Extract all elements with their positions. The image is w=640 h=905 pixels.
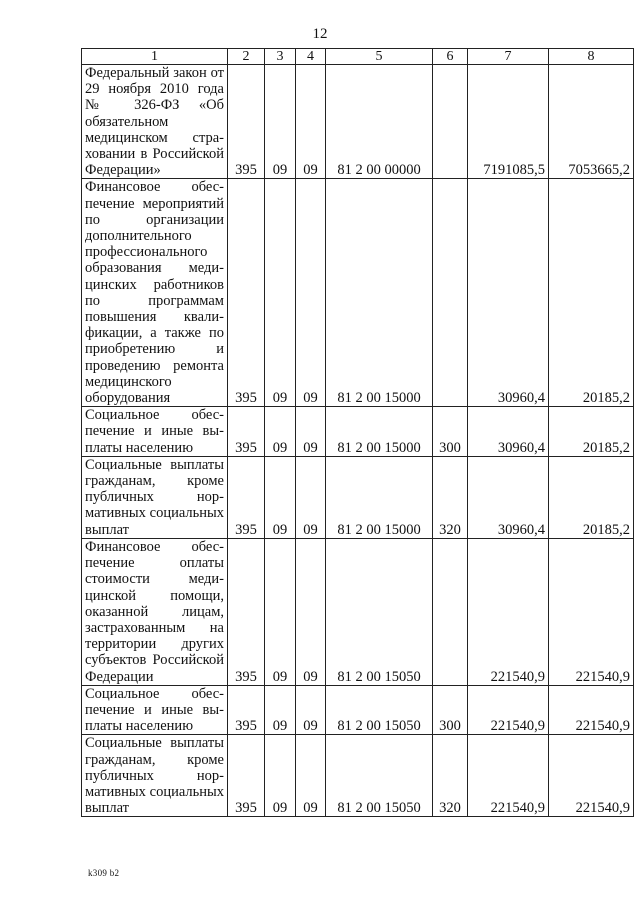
amount-1: 30960,4	[468, 407, 549, 457]
table-row	[82, 538, 634, 685]
section-code: 09	[265, 65, 296, 179]
expense-type-code	[433, 179, 468, 407]
expense-type-code: 300	[433, 685, 468, 735]
row-name: Федеральный закон от 29 ноября 2010 года № 326-ФЗ «Об обязательном медицинском страховании в Российской Федерации»	[82, 65, 228, 179]
ministry-code: 395	[228, 179, 265, 407]
subsection-code: 09	[296, 735, 326, 817]
amount-1: 30960,4	[468, 179, 549, 407]
page-number: 12	[312, 26, 328, 42]
target-article-code: 81 2 00 15000	[326, 407, 433, 457]
ministry-code: 395	[228, 538, 265, 685]
expense-type-code: 320	[433, 735, 468, 817]
amount-1: 221540,9	[468, 685, 549, 735]
subsection-code: 09	[296, 538, 326, 685]
column-header-subsection: 4	[296, 49, 326, 65]
amount-2: 20185,2	[549, 179, 634, 407]
subsection-code: 09	[296, 65, 326, 179]
target-article-code: 81 2 00 00000	[326, 65, 433, 179]
amount-2: 20185,2	[549, 456, 634, 538]
subsection-code: 09	[296, 407, 326, 457]
subsection-code: 09	[296, 456, 326, 538]
expense-type-code: 300	[433, 407, 468, 457]
section-code: 09	[265, 407, 296, 457]
expense-type-code: 320	[433, 456, 468, 538]
row-name: Социальные выплаты гражданам, кроме публичных нормативных социальных выплат	[82, 735, 228, 817]
amount-2: 7053665,2	[549, 65, 634, 179]
column-header-amount-1: 7	[468, 49, 549, 65]
subsection-code: 09	[296, 179, 326, 407]
table-row	[82, 685, 634, 735]
table-row	[82, 735, 634, 817]
column-header-amount-2: 8	[549, 49, 634, 65]
section-code: 09	[265, 179, 296, 407]
target-article-code: 81 2 00 15050	[326, 735, 433, 817]
target-article-code: 81 2 00 15000	[326, 456, 433, 538]
target-article-code: 81 2 00 15000	[326, 179, 433, 407]
budget-table	[81, 48, 634, 817]
expense-type-code	[433, 538, 468, 685]
amount-2: 221540,9	[549, 685, 634, 735]
row-name: Социальное обеспечение и иные выплаты населению	[82, 407, 228, 457]
target-article-code: 81 2 00 15050	[326, 685, 433, 735]
column-header-name: 1	[82, 49, 228, 65]
row-name: Социальные выплаты гражданам, кроме публичных нормативных социальных выплат	[82, 456, 228, 538]
section-code: 09	[265, 538, 296, 685]
amount-1: 30960,4	[468, 456, 549, 538]
column-header-expense-type: 6	[433, 49, 468, 65]
column-header-section: 3	[265, 49, 296, 65]
row-name: Финансовое обеспечение оплаты стоимости медицинской помощи, оказанной лицам, застрахованным на территории других субъектов Российской Федерации	[82, 538, 228, 685]
ministry-code: 395	[228, 65, 265, 179]
column-header-target-article: 5	[326, 49, 433, 65]
header-row	[82, 49, 634, 65]
target-article-code: 81 2 00 15050	[326, 538, 433, 685]
ministry-code: 395	[228, 456, 265, 538]
row-name: Финансовое обеспечение мероприятий по организации дополнительного профессионального образования медицинских работников по программам повышения квалификации, а также по приобретению и проведению ремонта медицинского оборудования	[82, 179, 228, 407]
amount-1: 221540,9	[468, 538, 549, 685]
ministry-code: 395	[228, 735, 265, 817]
section-code: 09	[265, 456, 296, 538]
ministry-code: 395	[228, 407, 265, 457]
section-code: 09	[265, 735, 296, 817]
table-row	[82, 407, 634, 457]
amount-2: 221540,9	[549, 735, 634, 817]
amount-2: 20185,2	[549, 407, 634, 457]
table-row	[82, 179, 634, 407]
amount-1: 221540,9	[468, 735, 549, 817]
ministry-code: 395	[228, 685, 265, 735]
section-code: 09	[265, 685, 296, 735]
row-name: Социальное обеспечение и иные выплаты населению	[82, 685, 228, 735]
table-row	[82, 456, 634, 538]
table-row	[82, 65, 634, 179]
subsection-code: 09	[296, 685, 326, 735]
amount-1: 7191085,5	[468, 65, 549, 179]
expense-type-code	[433, 65, 468, 179]
document-footer-code: k309 b2	[88, 868, 120, 878]
column-header-ministry: 2	[228, 49, 265, 65]
amount-2: 221540,9	[549, 538, 634, 685]
